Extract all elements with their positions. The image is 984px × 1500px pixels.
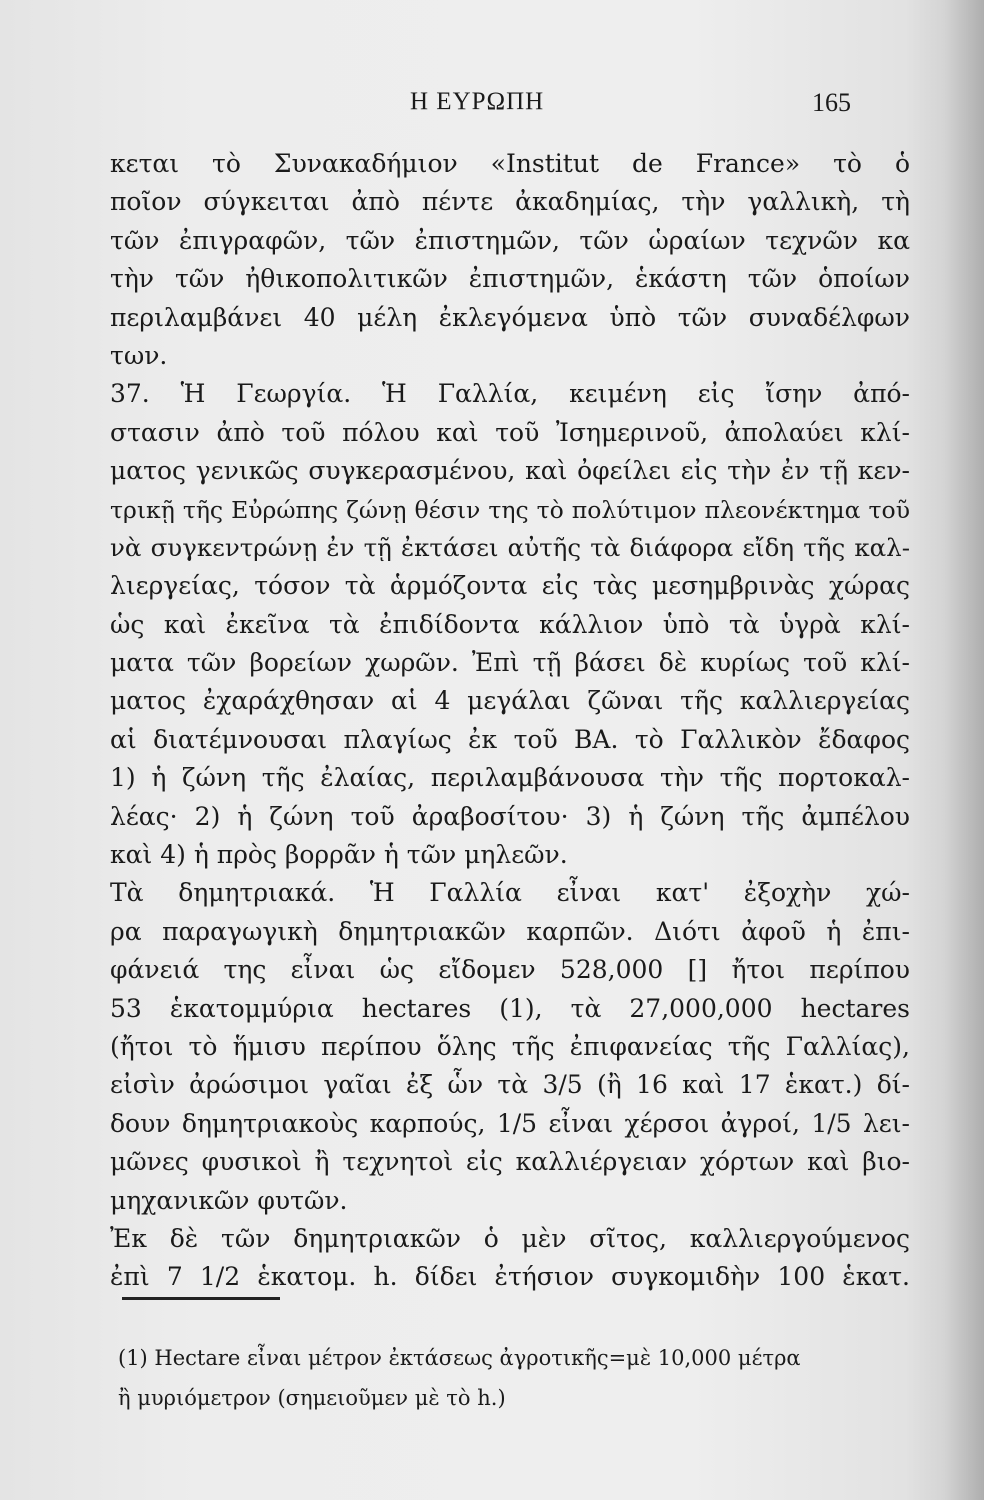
body-text	[110, 145, 910, 1297]
running-head: Η ΕΥΡΩΠΗ	[410, 88, 545, 115]
text-line: ματος γενικῶς συγκερασμένου, καὶ ὀφείλει εἰς τὴν ἐν τῇ κεν-	[110, 456, 910, 486]
text-line: φάνειά της εἶναι ὡς εἴδομεν 528,000 [] ἤτοι περίπου	[110, 955, 910, 985]
text-line: περιλαμβάνει 40 μέλη ἐκλεγόμενα ὑπὸ τῶν συναδέλφων	[110, 302, 910, 332]
text-line: μῶνες φυσικοὶ ἢ τεχνητοὶ εἰς καλλιέργειαν χόρτων καὶ βιο-	[110, 1147, 910, 1177]
text-line: ρα παραγωγικὴ δημητριακῶν καρπῶν. Διότι ἀφοῦ ἡ ἐπι-	[110, 916, 910, 946]
text-line: αἱ διατέμνουσαι πλαγίως ἐκ τοῦ ΒΑ. τὸ Γαλλικὸν ἔδαφος	[110, 724, 910, 754]
text-line: εἰσὶν ἀρώσιμοι γαῖαι ἐξ ὧν τὰ 3/5 (ἢ 16 καὶ 17 ἑκατ.) δί-	[110, 1070, 910, 1100]
text-line: στασιν ἀπὸ τοῦ πόλου καὶ τοῦ Ἰσημερινοῦ, ἀπολαύει κλί-	[110, 417, 910, 447]
footnote-rule	[122, 1297, 280, 1300]
text-line: τὴν τῶν ἠθικοπολιτικῶν ἐπιστημῶν, ἑκάστη τῶν ὁποίων	[110, 264, 910, 294]
subsection-heading-line: Τὰ δημητριακά. Ἡ Γαλλία εἶναι κατ' ἐξοχὴν χώ-	[110, 878, 910, 908]
text-line: καὶ 4) ἡ πρὸς βορρᾶν ἡ τῶν μηλεῶν.	[110, 840, 568, 870]
page-number: 165	[812, 88, 851, 117]
text-line: των.	[110, 340, 168, 370]
text-line: τῶν ἐπιγραφῶν, τῶν ἐπιστημῶν, τῶν ὡραίων τεχνῶν κα	[110, 225, 910, 255]
text-line: (ἤτοι τὸ ἥμισυ περίπου ὅλης τῆς ἐπιφανείας τῆς Γαλλίας),	[110, 1031, 910, 1061]
footnotes	[118, 1338, 918, 1418]
footnote-line: ἢ μυριόμετρον (σημειοῦμεν μὲ τὸ h.)	[118, 1386, 506, 1410]
footnote-line: (1) Hectare εἶναι μέτρον ἐκτάσεως ἀγροτικῆς=μὲ 10,000 μέτρα	[118, 1346, 801, 1370]
page-header	[0, 88, 984, 128]
page-edge-shadow	[944, 0, 984, 1500]
text-line: νὰ συγκεντρώνῃ ἐν τῇ ἐκτάσει αὐτῆς τὰ διάφορα εἴδη τῆς καλ-	[110, 532, 910, 562]
text-line: ἐπὶ 7 1/2 ἑκατομ. h. δίδει ἐτήσιον συγκομιδὴν 100 ἑκατ.	[110, 1262, 910, 1292]
section-heading-line: 37. Ἡ Γεωργία. Ἡ Γαλλία, κειμένη εἰς ἴσην ἀπό-	[110, 379, 910, 409]
text-line: ματα τῶν βορείων χωρῶν. Ἐπὶ τῇ βάσει δὲ κυρίως τοῦ κλί-	[110, 648, 910, 678]
text-line: λέας· 2) ἡ ζώνη τοῦ ἀραβοσίτου· 3) ἡ ζώνη τῆς ἀμπέλου	[110, 801, 910, 831]
text-line: μηχανικῶν φυτῶν.	[110, 1185, 348, 1215]
text-line: ὡς καὶ ἐκεῖνα τὰ ἐπιδίδοντα κάλλιον ὑπὸ τὰ ὑγρὰ κλί-	[110, 609, 910, 639]
text-line: δουν δημητριακοὺς καρπούς, 1/5 εἶναι χέρσοι ἀγροί, 1/5 λει-	[110, 1108, 910, 1138]
text-line: 1) ἡ ζώνη τῆς ἐλαίας, περιλαμβάνουσα τὴν τῆς πορτοκαλ-	[110, 763, 910, 793]
text-line: κεται τὸ Συνακαδήμιον «Institut de France» τὸ ὁ	[110, 149, 910, 178]
text-line: 53 ἑκατομμύρια hectares (1), τὰ 27,000,000 hectares	[110, 993, 910, 1023]
text-line: λιεργείας, τόσον τὰ ἁρμόζοντα εἰς τὰς μεσημβρινὰς χώρας	[110, 571, 910, 601]
text-line: ματος ἐχαράχθησαν αἱ 4 μεγάλαι ζῶναι τῆς καλλιεργείας	[110, 686, 910, 716]
text-line: ποῖον σύγκειται ἀπὸ πέντε ἀκαδημίας, τὴν γαλλικὴ, τὴ	[110, 187, 910, 217]
text-line: Ἐκ δὲ τῶν δημητριακῶν ὁ μὲν σῖτος, καλλιεργούμενος	[110, 1223, 910, 1253]
text-line: τρικῇ τῆς Εὐρώπης ζώνῃ θέσιν της τὸ πολύτιμον πλεονέκτημα τοῦ	[110, 495, 910, 524]
